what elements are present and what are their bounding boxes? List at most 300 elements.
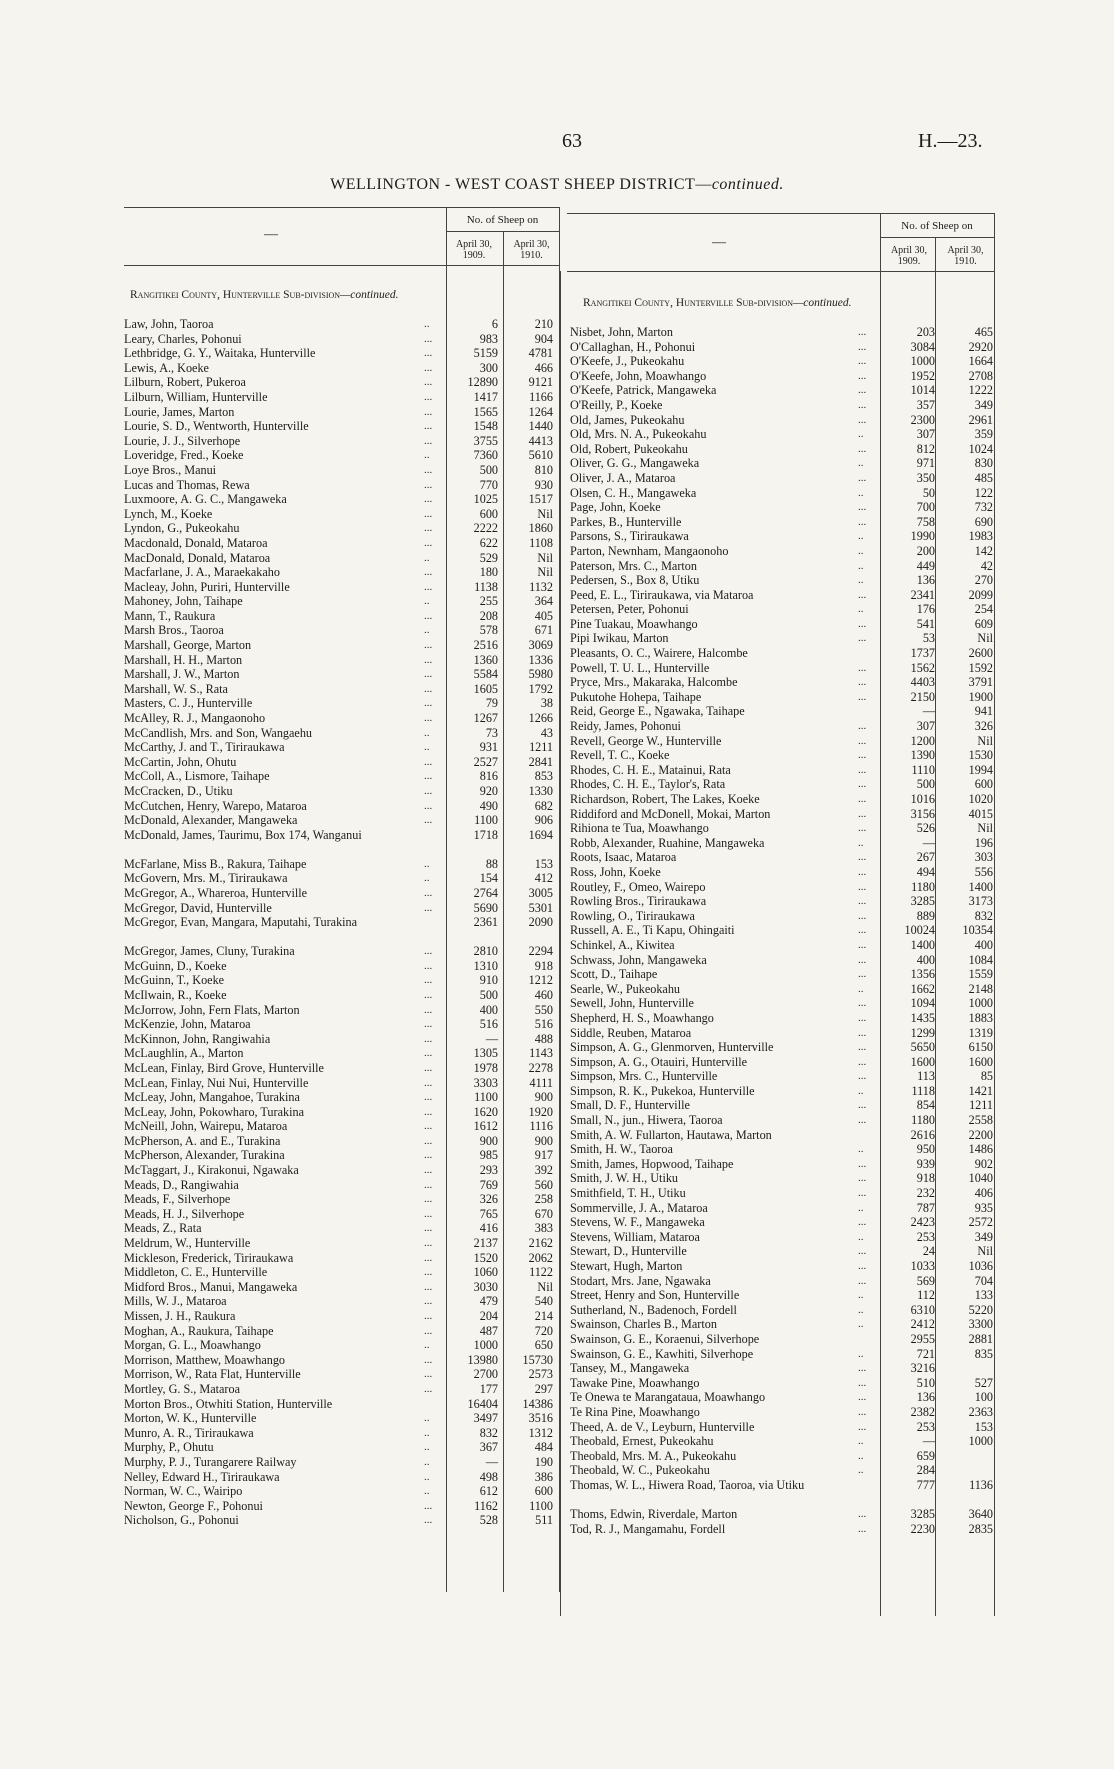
sheep-count-1909: —	[485, 1454, 498, 1469]
sheep-count-1909: 1305	[473, 1046, 498, 1061]
sheep-count-1910: 540	[534, 1294, 553, 1309]
sheep-count-1909: 1138	[474, 579, 498, 594]
sheep-count-1909: 367	[479, 1440, 498, 1455]
sheep-count-1909: 449	[916, 558, 935, 573]
leader-dots: ...	[424, 712, 433, 725]
table-row	[124, 1440, 559, 1455]
owner-name: Reidy, James, Pohonui	[570, 719, 681, 734]
owner-name: Meads, D., Rangiwahia	[124, 1177, 239, 1192]
leader-dots: ..	[858, 603, 864, 616]
owner-name: McPherson, A. and E., Turakina	[124, 1133, 281, 1148]
owner-name: Rhodes, C. H. E., Taylor's, Rata	[570, 777, 726, 792]
sheep-count-1909: 1100	[474, 813, 498, 828]
table-row	[124, 1163, 559, 1178]
table-row	[570, 1244, 994, 1259]
sheep-count-1910: 1421	[968, 1083, 993, 1098]
sheep-count-1909: 13980	[467, 1352, 498, 1367]
owner-name: Tansey, M., Mangaweka	[570, 1361, 690, 1376]
sheep-count-1910: 1122	[529, 1265, 553, 1280]
table-row	[124, 1294, 559, 1309]
table-row	[124, 492, 559, 507]
sheep-count-1909: 326	[479, 1192, 498, 1207]
table-row	[124, 390, 559, 405]
sheep-count-1909: 3030	[473, 1279, 498, 1294]
sheep-count-1909: 1267	[473, 711, 498, 726]
leader-dots: ...	[424, 1324, 433, 1337]
leader-dots: ...	[424, 886, 433, 899]
sheep-count-1910: 917	[534, 1148, 553, 1163]
sheep-count-1910: 1994	[968, 762, 993, 777]
leader-dots: ...	[424, 1061, 433, 1074]
owner-name: McGovern, Mrs. M., Tiriraukawa	[124, 871, 288, 886]
leader-dots: ..	[424, 595, 430, 608]
table-row	[570, 1011, 994, 1026]
table-row	[124, 1017, 559, 1032]
owner-name: Old, James, Pukeokahu	[570, 412, 685, 427]
sheep-count-1909: 1060	[473, 1265, 498, 1280]
sheep-count-1910: Nil	[977, 821, 993, 836]
leader-dots: ...	[424, 376, 433, 389]
table-row	[570, 617, 994, 632]
sheep-count-1909: 2527	[473, 754, 498, 769]
sheep-count-1909: 253	[916, 1419, 935, 1434]
sheep-count-1909: 5584	[473, 667, 498, 682]
sheep-count-1909: 307	[916, 719, 935, 734]
owner-name: Masters, C. J., Hunterville	[124, 696, 253, 711]
leader-dots: ..	[858, 1435, 864, 1448]
sheep-count-1910: Nil	[537, 550, 553, 565]
leader-dots: ...	[858, 851, 867, 864]
leader-dots: ..	[424, 726, 430, 739]
sheep-count-1910: 43	[540, 725, 553, 740]
sheep-count-1909: 113	[917, 1069, 935, 1084]
leader-dots: ...	[858, 515, 867, 528]
sheep-count-1909: 1118	[911, 1083, 935, 1098]
table-row	[570, 1303, 994, 1318]
sheep-count-1909: 494	[916, 864, 935, 879]
sheep-count-1909: 983	[479, 331, 498, 346]
table-row	[570, 398, 994, 413]
sheep-count-1909: 180	[479, 565, 498, 580]
leader-dots: ...	[424, 1120, 433, 1133]
sheep-count-1910: 1312	[528, 1425, 553, 1440]
leader-dots: ...	[424, 493, 433, 506]
sheep-count-1910: 190	[534, 1454, 553, 1469]
owner-name: Lilburn, William, Hunterville	[124, 389, 268, 404]
leader-dots: ...	[858, 398, 867, 411]
owner-name: McGregor, James, Cluny, Turakina	[124, 944, 295, 959]
leader-dots: ...	[424, 566, 433, 579]
leader-dots: ...	[424, 1032, 433, 1045]
sheep-count-1909: 204	[479, 1309, 498, 1323]
table-row	[124, 1353, 559, 1368]
sheep-count-1910: 810	[534, 462, 553, 477]
leader-dots: ...	[424, 1514, 433, 1527]
sheep-count-1910: 704	[974, 1273, 993, 1288]
sheep-count-1910: 15730	[522, 1352, 553, 1367]
table-row	[570, 1040, 994, 1055]
table-row	[124, 1046, 559, 1061]
sheep-count-1910: 1264	[528, 404, 553, 419]
sheep-count-1909: 307	[916, 427, 935, 442]
sheep-count-1910: 900	[534, 1133, 553, 1148]
owner-name: Parton, Newnham, Mangaonoho	[570, 543, 729, 558]
header-dash: —	[712, 235, 726, 250]
leader-dots: ...	[424, 507, 433, 520]
leader-dots: ...	[858, 924, 867, 937]
sheep-count-1910: 153	[534, 856, 553, 871]
leader-dots: ...	[424, 988, 433, 1001]
leader-dots: ...	[858, 1405, 867, 1418]
sheep-count-1910: 2062	[528, 1250, 553, 1265]
owner-name: McLean, Finlay, Bird Grove, Hunterville	[124, 1060, 324, 1075]
sheep-count-1910: 400	[974, 937, 993, 952]
leader-dots: ..	[424, 1455, 430, 1468]
sheep-count-1910: 210	[534, 317, 553, 331]
sheep-count-1910: 133	[974, 1288, 993, 1303]
sheep-count-1910: 1132	[529, 579, 553, 594]
leader-dots: ..	[424, 872, 430, 885]
leader-dots: ..	[858, 1347, 864, 1360]
table-row	[570, 1259, 994, 1274]
owner-name: Marshall, H. H., Marton	[124, 652, 243, 667]
table-row	[570, 413, 994, 428]
owner-name: Smith, A. W. Fullarton, Hautawa, Marton	[570, 1127, 772, 1142]
leader-dots: ...	[424, 361, 433, 374]
leader-dots: ...	[858, 676, 867, 689]
owner-name: Norman, W. C., Wairipo	[124, 1484, 243, 1499]
owner-name: Simpson, A. G., Otauiri, Hunterville	[570, 1054, 748, 1069]
sheep-count-1910: 918	[534, 958, 553, 973]
sheep-count-1909: 12890	[467, 375, 498, 390]
leader-dots: ...	[424, 639, 433, 652]
table-row	[570, 675, 994, 690]
sheep-count-1910: 196	[974, 835, 993, 850]
table-row	[570, 1157, 994, 1172]
owner-name: Te Onewa te Marangataua, Moawhango	[570, 1390, 766, 1405]
leader-dots: ...	[858, 1114, 867, 1127]
leader-dots: ...	[424, 1178, 433, 1191]
header-col-1910: April 30, 1910.	[947, 245, 984, 267]
leader-dots: ...	[858, 355, 867, 368]
sheep-count-1910: 5301	[528, 900, 553, 915]
leader-dots: ..	[858, 530, 864, 543]
sheep-count-1909: 2341	[910, 587, 935, 602]
sheep-count-1909: 1000	[473, 1338, 498, 1353]
sheep-count-1910: 1100	[529, 1498, 553, 1513]
sheep-count-1910: 830	[974, 456, 993, 471]
sheep-count-1910: 1983	[968, 529, 993, 544]
sheep-count-1910: 600	[534, 1484, 553, 1499]
sheep-count-1909: 5650	[910, 1040, 935, 1055]
owner-name: Loye Bros., Manui	[124, 462, 217, 477]
leader-dots: ...	[858, 326, 867, 338]
owner-name: Mickleson, Frederick, Tiriraukawa	[124, 1250, 294, 1265]
sheep-count-1910: 1266	[528, 711, 553, 726]
sheep-count-1910: 1084	[968, 952, 993, 967]
owner-name: Pleasants, O. C., Wairere, Halcombe	[570, 646, 748, 661]
leader-dots: ..	[858, 559, 864, 572]
sheep-count-1910: 1900	[968, 689, 993, 704]
sheep-count-1910: 1136	[969, 1477, 993, 1492]
sheep-count-1909: 1737	[910, 646, 935, 661]
sheep-count-1910: 1211	[529, 740, 553, 755]
header-col-1909: April 30, 1909.	[890, 245, 928, 267]
table-row	[570, 1186, 994, 1201]
sheep-count-1910: 690	[974, 514, 993, 529]
sheep-count-1910: 1319	[968, 1025, 993, 1040]
owner-name: McLeay, John, Pokowharo, Turakina	[124, 1104, 304, 1119]
table-row	[124, 346, 559, 361]
owner-name: McCarthy, J. and T., Tiriraukawa	[124, 740, 285, 755]
table-row	[124, 1236, 559, 1251]
owner-name: Old, Robert, Pukeokahu	[570, 441, 688, 456]
leader-dots: ...	[858, 793, 867, 805]
owner-name: Russell, A. E., Ti Kapu, Ohingaiti	[570, 923, 735, 938]
sheep-count-1909: 3755	[473, 433, 498, 448]
leader-dots: ..	[424, 318, 430, 330]
owner-name: McLaughlin, A., Marton	[124, 1046, 244, 1061]
owner-name: Law, John, Taoroa	[124, 317, 214, 331]
sheep-count-1910: 2600	[968, 646, 993, 661]
sheep-count-1909: 758	[916, 514, 935, 529]
section-title: Rangitikei County, Hunterville Sub-division	[130, 289, 341, 301]
owner-name: McAlley, R. J., Mangaonoho	[124, 711, 266, 726]
sheep-count-1909: 1520	[473, 1250, 498, 1265]
sheep-count-1910: 1400	[968, 879, 993, 894]
table-row	[124, 1426, 559, 1441]
leader-dots: ...	[424, 420, 433, 433]
sheep-count-1909: 900	[479, 1133, 498, 1148]
sheep-count-1909: 769	[479, 1177, 498, 1192]
table-row	[570, 1128, 994, 1143]
sheep-count-1910: 2708	[968, 368, 993, 383]
owner-name: Smith, James, Hopwood, Taihape	[570, 1156, 734, 1171]
sheep-count-1910: 1000	[968, 1434, 993, 1449]
owner-name: McGregor, David, Hunterville	[124, 900, 272, 915]
leader-dots: ...	[424, 1018, 433, 1031]
table-row	[124, 1455, 559, 1470]
sheep-count-1909: 2137	[473, 1236, 498, 1251]
table-row	[570, 777, 994, 792]
sheep-count-1910: 465	[974, 325, 993, 339]
sheep-count-1909: 832	[479, 1425, 498, 1440]
sheep-count-1910: 2294	[528, 944, 553, 959]
sheep-count-1909: 939	[916, 1156, 935, 1171]
owner-name: Morgan, G. L., Moawhango	[124, 1338, 261, 1353]
owner-name: Morrison, Matthew, Moawhango	[124, 1352, 286, 1367]
sheep-count-1909: —	[922, 1434, 935, 1449]
owner-name: Stodart, Mrs. Jane, Ngawaka	[570, 1273, 711, 1288]
leader-dots: ...	[858, 1011, 867, 1024]
owner-name: Nisbet, John, Marton	[570, 325, 673, 339]
sheep-count-1909: 284	[916, 1463, 935, 1478]
table-row	[570, 383, 994, 398]
sheep-count-1909: 4403	[910, 675, 935, 690]
leader-dots: ...	[858, 661, 867, 674]
leader-dots: ...	[424, 434, 433, 447]
sheep-count-1909: 526	[916, 821, 935, 836]
sheep-count-1909: 154	[479, 871, 498, 886]
table-row	[124, 1251, 559, 1266]
owner-name: Sewell, John, Hunterville	[570, 996, 694, 1011]
sheep-count-1910: 460	[534, 987, 553, 1002]
table-row	[570, 836, 994, 851]
sheep-count-1910: 364	[534, 594, 553, 609]
table-row	[124, 1484, 559, 1499]
table-row	[124, 332, 559, 347]
sheep-count-1910: 600	[974, 777, 993, 792]
owner-name: Lourie, J. J., Silverhope	[124, 433, 241, 448]
sheep-count-1909: 622	[479, 535, 498, 550]
sheep-count-1910: Nil	[977, 733, 993, 748]
sheep-count-1910: 406	[974, 1186, 993, 1201]
table-row	[124, 857, 559, 872]
table-row	[570, 1361, 994, 1376]
sheep-count-1910: 1020	[968, 792, 993, 806]
leader-dots: ...	[858, 1274, 867, 1287]
sheep-count-1910: 485	[974, 470, 993, 485]
owner-name: O'Keefe, John, Moawhango	[570, 368, 707, 383]
sheep-count-1910: 258	[534, 1192, 553, 1207]
table-row	[124, 1513, 559, 1528]
owner-name: Newton, George F., Pohonui	[124, 1498, 263, 1513]
table-row	[570, 325, 994, 340]
sheep-count-1909: 1548	[473, 419, 498, 434]
leader-dots: ...	[858, 1026, 867, 1039]
leader-dots: ...	[858, 953, 867, 966]
sheep-count-1909: 1110	[911, 762, 935, 777]
sheep-count-1910: 10354	[962, 923, 993, 938]
leader-dots: ...	[424, 478, 433, 491]
leader-dots: ...	[424, 1105, 433, 1118]
sheep-count-1910: 38	[540, 696, 553, 711]
leader-dots: ..	[858, 836, 864, 849]
owner-name: Parsons, S., Tiriraukawa	[570, 529, 689, 544]
leader-dots: ...	[858, 895, 867, 908]
sheep-count-1910: 1024	[968, 441, 993, 456]
table-row	[124, 463, 559, 478]
sheep-count-1909: 1718	[473, 827, 498, 842]
leader-dots: ...	[858, 763, 867, 776]
table-row	[570, 1405, 994, 1420]
table-row	[570, 996, 994, 1011]
owner-name: Moghan, A., Raukura, Taihape	[124, 1323, 274, 1338]
owner-name: McNeill, John, Wairepu, Mataroa	[124, 1119, 288, 1134]
sheep-count-1910: 484	[534, 1440, 553, 1455]
leader-dots: ...	[424, 1237, 433, 1250]
owner-name: Macfarlane, J. A., Maraekakaho	[124, 565, 280, 580]
owner-name: McDonald, Alexander, Mangaweka	[124, 813, 298, 828]
section-title: Rangitikei County, Hunterville Sub-division	[583, 297, 794, 309]
table-row	[570, 923, 994, 938]
sheep-count-1909: 777	[916, 1477, 935, 1492]
column-divider	[560, 271, 561, 1616]
table-row	[124, 434, 559, 449]
sheep-count-1910: 1143	[529, 1046, 553, 1061]
sheep-count-1909: 2616	[910, 1127, 935, 1142]
leader-dots: ..	[424, 741, 430, 754]
leader-dots: ...	[858, 807, 867, 820]
sheep-count-1910: 671	[534, 623, 553, 638]
sheep-count-1910: 832	[974, 908, 993, 923]
table-row	[570, 1171, 994, 1186]
owner-name: Macdonald, Donald, Mataroa	[124, 535, 268, 550]
sheep-count-1909: 88	[485, 856, 498, 871]
owner-name: Rowling, O., Tiriraukawa	[570, 908, 695, 923]
sheep-count-1910: 900	[534, 1090, 553, 1105]
sheep-count-1909: 490	[479, 798, 498, 813]
sheep-count-1909: 498	[479, 1469, 498, 1484]
sheep-count-1909: 1180	[911, 879, 935, 894]
leader-dots: ...	[424, 1499, 433, 1512]
sheep-count-1909: 721	[916, 1346, 935, 1361]
leader-dots: ...	[424, 390, 433, 403]
table-row	[124, 1367, 559, 1382]
table-row	[124, 609, 559, 624]
owner-name: McPherson, Alexander, Turakina	[124, 1148, 285, 1163]
sheep-count-1909: 79	[485, 696, 498, 711]
leader-dots: ..	[424, 1339, 430, 1352]
owner-name: Pedersen, S., Box 8, Utiku	[570, 573, 700, 588]
leader-dots: ..	[424, 624, 430, 637]
sheep-count-1909: 1310	[473, 958, 498, 973]
table-row	[124, 1061, 559, 1076]
table-row	[124, 1178, 559, 1193]
table-row	[124, 988, 559, 1003]
owner-name: Searle, W., Pukeokahu	[570, 981, 681, 996]
sheep-count-1909: 3156	[910, 806, 935, 821]
table-row	[124, 317, 559, 332]
sheep-count-1909: 1180	[911, 1113, 935, 1128]
sheep-count-1909: 500	[479, 462, 498, 477]
sheep-count-1910: 1883	[968, 1010, 993, 1025]
owner-name: Petersen, Peter, Pohonui	[570, 602, 689, 617]
sheep-count-1909: 3497	[473, 1411, 498, 1426]
sheep-count-1909: 971	[916, 456, 935, 471]
owner-name: McJorrow, John, Fern Flats, Marton	[124, 1002, 300, 1017]
sheep-count-1909: 1390	[910, 748, 935, 763]
owner-name: McGuinn, T., Koeke	[124, 973, 225, 988]
owner-name: Page, John, Koeke	[570, 500, 661, 515]
leader-dots: ...	[424, 785, 433, 797]
sheep-count-1909: 812	[916, 441, 935, 456]
owner-name: McColl, A., Lismore, Taihape	[124, 769, 270, 784]
leader-dots: ...	[858, 501, 867, 514]
leader-dots: ...	[424, 959, 433, 972]
leader-dots: ...	[858, 778, 867, 791]
sheep-count-1910: 732	[974, 500, 993, 515]
leader-dots: ...	[858, 1187, 867, 1200]
owner-name: McIlwain, R., Koeke	[124, 987, 227, 1002]
sheep-count-1909: 918	[916, 1171, 935, 1186]
sheep-count-1909: 659	[916, 1448, 935, 1463]
table-row	[124, 711, 559, 726]
sheep-count-1909: 700	[916, 500, 935, 515]
owner-name: McFarlane, Miss B., Rakura, Taihape	[124, 856, 307, 871]
leader-dots: ...	[858, 1391, 867, 1404]
sheep-count-1910: 906	[534, 813, 553, 828]
leader-dots: ...	[858, 749, 867, 762]
sheep-count-1910: 254	[974, 602, 993, 617]
owner-name: Lilburn, Robert, Pukeroa	[124, 375, 246, 390]
leader-dots: ...	[424, 1368, 433, 1381]
leader-dots: ...	[858, 413, 867, 426]
table-row	[124, 375, 559, 390]
table-row	[570, 704, 994, 719]
sheep-count-1909: 1000	[910, 354, 935, 369]
header-col-1910: April 30, 1910.	[513, 239, 550, 261]
